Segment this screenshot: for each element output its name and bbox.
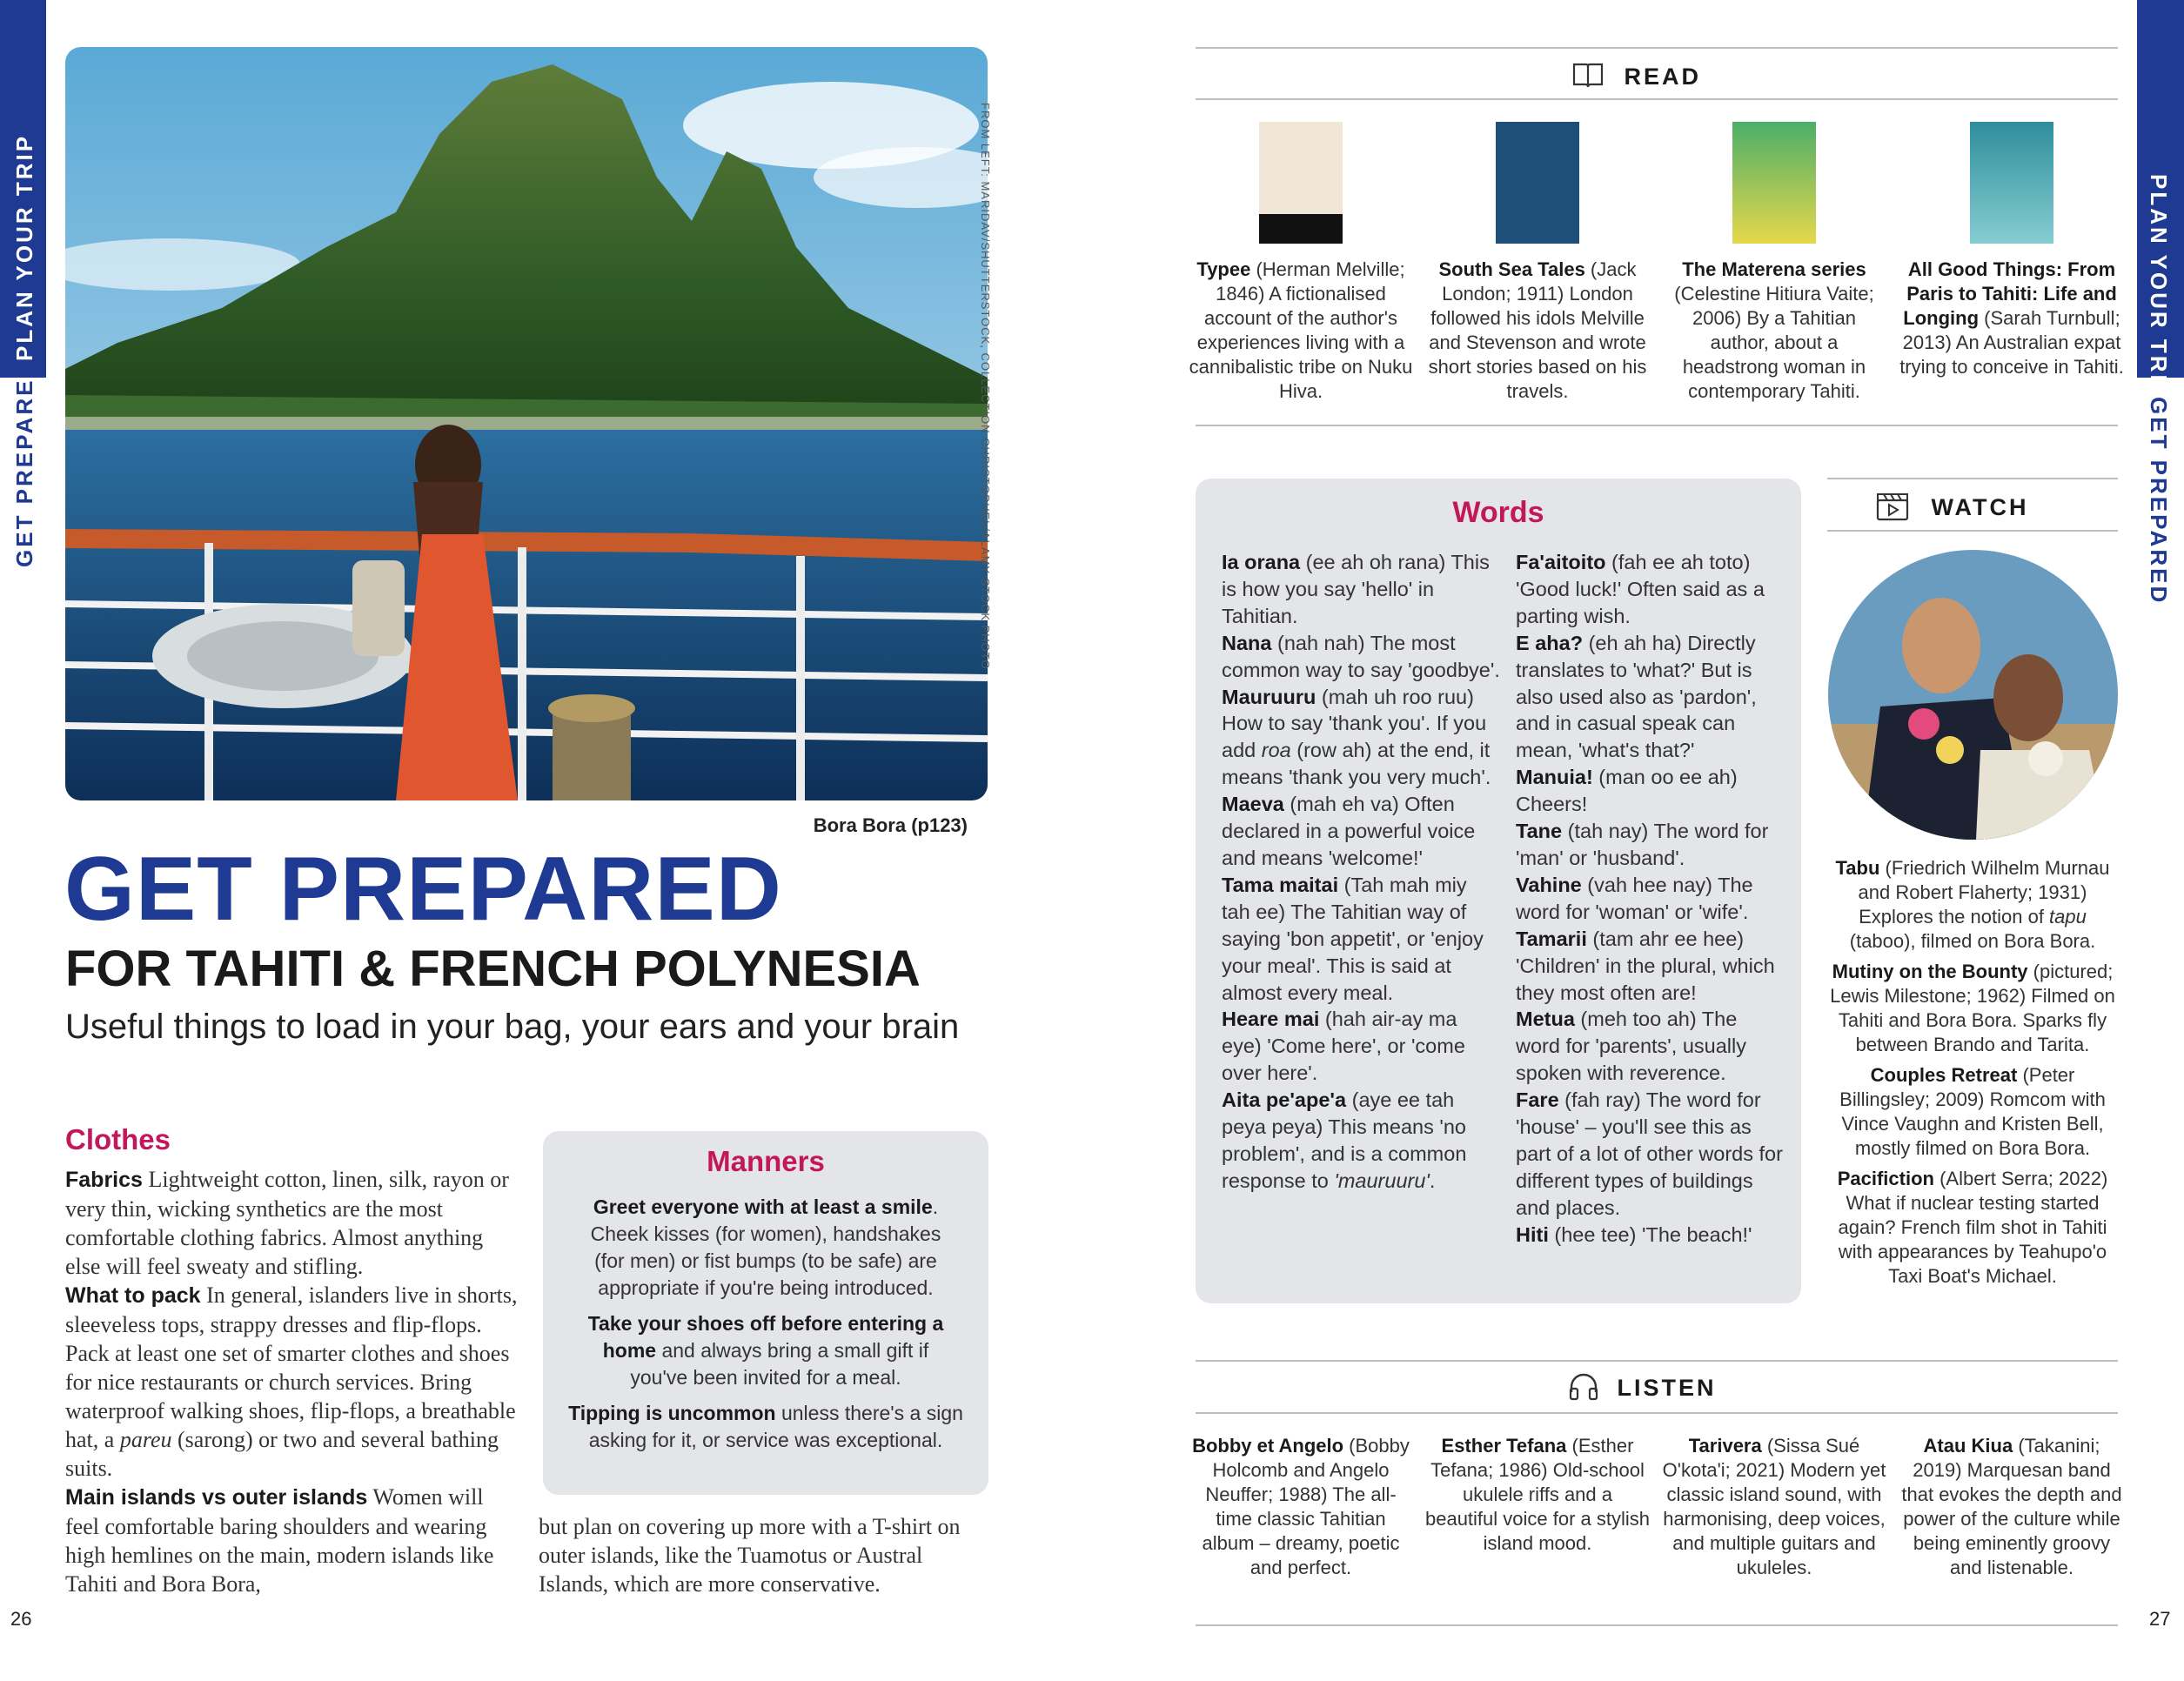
album-description: (Bobby Holcomb and Angelo Neuffer; 1988) The all-time classic Tahitian album – dreamy, poetic and perfect. (1202, 1435, 1410, 1578)
manners-item-term: Take your shoes off before entering a home (587, 1312, 944, 1362)
book-description: (Sarah Turnbull; 2013) An Australian expat trying to conceive in Tahiti. (1899, 307, 2124, 378)
clothes-pack-text-end: (sarong) or two and several bathing suits. (65, 1427, 499, 1481)
word-term: Tane (1516, 820, 1563, 843)
album-title: Tarivera (1688, 1435, 1762, 1457)
album-description: (Sissa Sué O'kota'i; 2021) Modern yet classic island sound, with harmonising, deep voices, and multiple guitars and ukuleles. (1662, 1435, 1886, 1578)
word-definition: (fah ray) The word for 'house' – you'll see this as part of a lot of other words for different types of buildings and places. (1516, 1088, 1783, 1219)
manners-heading: Manners (707, 1145, 825, 1177)
listen-label: LISTEN (1617, 1374, 1717, 1401)
film-description: (Albert Serra; 2022) What if nuclear testing started again? French film shot in Tahiti with appearances by Teahupo'o Taxi Boat's Michael. (1838, 1168, 2108, 1287)
word-entry (1222, 549, 1500, 630)
word-entry (1516, 872, 1785, 926)
watch-label: WATCH (1931, 493, 2029, 520)
read-label: READ (1624, 63, 1702, 90)
word-entry (1516, 549, 1785, 630)
word-definition-end: (row ah) at the end, it means 'thank you very much'. (1222, 739, 1491, 789)
watch-list (1827, 856, 2118, 1289)
album-title: Bobby et Angelo (1192, 1435, 1344, 1457)
word-entry (1516, 1087, 1785, 1222)
word-entry (1222, 684, 1500, 792)
word-definition: (eh ah ha) Directly translates to 'what?' But is also used also as 'pardon', and in casual speak can mean, 'what's that?' (1516, 631, 1757, 762)
manners-item (578, 1310, 954, 1391)
manners-item-text: unless there's a sign asking for it, or service was exceptional. (588, 1402, 963, 1451)
side-tab-plan-left-label: PLAN YOUR TRIP (11, 133, 37, 361)
word-italic: roa (1261, 739, 1291, 762)
listen-rule-bottom (1196, 1624, 2118, 1626)
side-tab-prepared-left-label: GET PREPARED (11, 358, 37, 567)
word-term: Manuia! (1516, 766, 1593, 789)
book-title: The Materena series (1682, 258, 1866, 280)
film-title: Couples Retreat (1870, 1064, 2018, 1086)
book-item (1661, 122, 1887, 404)
film-italic: tapu (2049, 906, 2087, 928)
album-item (1899, 1434, 2125, 1580)
clothes-fabrics-text: Lightweight cotton, linen, silk, rayon or very thin, wicking synthetics are the most comfortable clothing fabrics. Almost anything else will feel sweaty and stifling. (65, 1167, 509, 1279)
word-definition: (tam ahr ee hee) 'Children' in the plural, which they most often are! (1516, 927, 1775, 1004)
listen-rule-mid (1196, 1412, 2118, 1414)
word-definition: (mah uh roo ruu) How to say 'thank you'. If you add (1222, 685, 1487, 762)
word-term: Fa'aitoito (1516, 551, 1606, 573)
word-entry (1222, 1006, 1500, 1087)
mutiny-film-still (1828, 550, 2118, 840)
read-header (1571, 61, 1701, 95)
clapperboard-icon (1875, 490, 1910, 527)
film-item (1827, 1063, 2118, 1161)
photo-caption: Bora Bora (p123) (813, 814, 968, 836)
watch-rule-top (1827, 478, 2118, 479)
headphones-icon (1568, 1371, 1599, 1407)
clothes-islands-term: Main islands vs outer islands (65, 1485, 368, 1510)
album-title: Atau Kiua (1923, 1435, 2013, 1457)
clothes-body (65, 1165, 518, 1598)
word-entry (1516, 764, 1785, 818)
word-definition: (nah nah) The most common way to say 'goodbye'. (1222, 631, 1500, 681)
book-description: (Celestine Hitiura Vaite; 2006) By a Tahitian author, about a headstrong woman in contemporary Tahiti. (1674, 283, 1874, 402)
word-definition: (Tah mah miy tah ee) The Tahitian way of saying 'bon appetit', or 'enjoy your meal'. This is said at almost every meal. (1222, 873, 1484, 1004)
film-description: (Friedrich Wilhelm Murnau and Robert Flaherty; 1931) Explores the notion of (1858, 857, 2110, 928)
word-italic: 'mauruuru' (1334, 1169, 1430, 1192)
word-term: Mauruuru (1222, 685, 1316, 708)
read-rule-bottom (1196, 425, 2118, 426)
words-column-left (1222, 549, 1500, 1195)
album-title: Esther Tefana (1441, 1435, 1567, 1457)
book-description: (Jack London; 1911) London followed his idols Melville and Stevenson and wrote short stories based on his travels. (1428, 258, 1647, 402)
film-title: Tabu (1835, 857, 1880, 879)
word-entry (1516, 926, 1785, 1007)
word-entry (1222, 1087, 1500, 1195)
page-number-right: 27 (2149, 1608, 2171, 1630)
word-term: Metua (1516, 1008, 1575, 1031)
read-rule-top (1196, 47, 2118, 49)
book-title: Typee (1196, 258, 1251, 280)
book-cover (1970, 122, 2053, 244)
listen-header (1568, 1371, 1717, 1407)
clothes-fabrics-term: Fabrics (65, 1168, 143, 1192)
book-cover (1259, 122, 1343, 244)
book-item (1188, 122, 1414, 404)
page-tagline: Useful things to load in your bag, your ears and your brain (65, 1008, 960, 1046)
book-cover (1732, 122, 1816, 244)
word-term: Tama maitai (1222, 873, 1339, 896)
manners-item-text: and always bring a small gift if you've been invited for a meal. (630, 1339, 929, 1389)
film-description: (Peter Billingsley; 2009) Romcom with Vince Vaughn and Kristen Bell, mostly filmed on Bora Bora. (1839, 1064, 2106, 1159)
word-term: Fare (1516, 1088, 1559, 1112)
word-entry (1222, 791, 1500, 872)
film-item (1827, 1167, 2118, 1289)
clothes-heading: Clothes (65, 1123, 171, 1155)
watch-rule-mid (1827, 530, 2118, 532)
manners-item (578, 1194, 954, 1302)
word-entry (1516, 818, 1785, 872)
album-description: (Esther Tefana; 1986) Old-school ukulele riffs and a beautiful voice for a stylish island mood. (1424, 1435, 1651, 1554)
clothes-pareu: pareu (119, 1427, 172, 1452)
side-tab-plan-right-label: PLAN YOUR TRIP (2146, 174, 2172, 402)
film-title: Mutiny on the Bounty (1832, 961, 2028, 982)
album-description: (Takanini; 2019) Marquesan band that evokes the depth and power of the culture while being eminently groovy and listenable. (1901, 1435, 2122, 1578)
side-tab-prepared-right-label: GET PREPARED (2146, 397, 2172, 606)
clothes-pack-text: In general, islanders live in shorts, sleeveless tops, strappy dresses and flip-flops. Pack at least one set of smarter clothes and shoes for nice restaurants or church services. Bring waterproof walking shoes, flip-flops, a breathable hat, a (65, 1283, 518, 1452)
book-item (1424, 122, 1651, 404)
album-item (1661, 1434, 1887, 1580)
word-term: Tamarii (1516, 927, 1587, 950)
word-definition: (vah hee nay) The word for 'woman' or 'wife'. (1516, 873, 1753, 923)
word-definition: (hah air-ay ma eye) 'Come here', or 'come over here'. (1222, 1008, 1465, 1085)
book-icon (1571, 61, 1605, 95)
page-number-left: 26 (10, 1608, 32, 1630)
book-description: (Herman Melville; 1846) A fictionalised account of the author's experiences living with a cannibalistic tribe on Nuku Hiva. (1189, 258, 1413, 402)
word-definition: (mah eh va) Often declared in a powerful voice and means 'welcome!' (1222, 793, 1476, 869)
page-title: GET PREPARED (64, 839, 782, 940)
word-term: Ia orana (1222, 551, 1301, 573)
words-box (1196, 479, 1801, 1303)
word-term: Vahine (1516, 873, 1582, 896)
clothes-pack-term: What to pack (65, 1283, 201, 1308)
film-item (1827, 856, 2118, 954)
film-title: Pacifiction (1837, 1168, 1934, 1189)
clothes-islands-text: Women will feel comfortable baring shoulders and wearing high hemlines on the main, modern islands like Tahiti and Bora Bora, (65, 1484, 494, 1597)
book-cover (1496, 122, 1579, 244)
words-column-right (1516, 549, 1785, 1249)
manners-item-term: Greet everyone with at least a smile (593, 1195, 933, 1218)
word-entry (1222, 872, 1500, 1007)
word-term: Hiti (1516, 1222, 1549, 1246)
word-term: E aha? (1516, 631, 1584, 654)
page-subtitle: FOR TAHITI & FRENCH POLYNESIA (65, 941, 921, 997)
word-definition: (hee tee) 'The beach!' (1548, 1222, 1752, 1246)
book-title: All Good Things: From Paris to Tahiti: Life and Longing (1903, 258, 2117, 329)
word-term: Nana (1222, 631, 1272, 654)
words-heading: Words (1452, 496, 1544, 529)
word-definition: (ee ah oh rana) This is how you say 'hello' in Tahitian. (1222, 551, 1490, 627)
word-term: Aita pe'ape'a (1222, 1088, 1347, 1112)
manners-item-term: Tipping is uncommon (568, 1402, 776, 1424)
film-item (1827, 960, 2118, 1057)
word-definition: (tah nay) The word for 'man' or 'husband'. (1516, 820, 1769, 869)
album-item (1424, 1434, 1651, 1556)
word-entry (1516, 1222, 1785, 1249)
album-item (1188, 1434, 1414, 1580)
bora-bora-photo (65, 47, 988, 800)
clothes-continued: but plan on covering up more with a T-shirt on outer islands, like the Tuamotus or Austral Islands, which are more conservative. (539, 1514, 961, 1597)
word-definition: (aye ee tah peya peya) This means 'no problem', and is a common response to (1222, 1088, 1467, 1192)
photo-credit: FROM LEFT: MARIDAV/SHUTTERSTOCK, COLLECTION CHRISTOPHEL/ALAMY STOCK PHOTO (979, 103, 992, 670)
word-definition-end: . (1429, 1169, 1436, 1192)
book-item (1899, 122, 2125, 379)
manners-box (543, 1131, 988, 1495)
word-term: Maeva (1222, 793, 1284, 816)
manners-item (564, 1400, 968, 1454)
film-description-end: (taboo), filmed on Bora Bora. (1849, 930, 2096, 952)
manners-item-text: . Cheek kisses (for women), handshakes (for men) or fist bumps (to be safe) are appropriate if you're being introduced. (590, 1195, 941, 1299)
word-term: Heare mai (1222, 1008, 1320, 1031)
book-title: South Sea Tales (1438, 258, 1585, 280)
word-entry (1222, 630, 1500, 684)
word-definition: (fah ee ah toto) 'Good luck!' Often said as a parting wish. (1516, 551, 1765, 627)
listen-rule-top (1196, 1360, 2118, 1362)
word-entry (1516, 630, 1785, 765)
word-entry (1516, 1006, 1785, 1087)
watch-header (1875, 490, 2029, 527)
read-rule-mid (1196, 98, 2118, 100)
film-description: (pictured; Lewis Milestone; 1962) Filmed on Tahiti and Bora Bora. Sparks fly between Brando and Tarita. (1830, 961, 2115, 1055)
word-definition: (meh too ah) The word for 'parents', usually spoken with reverence. (1516, 1008, 1746, 1085)
word-definition: (man oo ee ah) Cheers! (1516, 766, 1738, 816)
